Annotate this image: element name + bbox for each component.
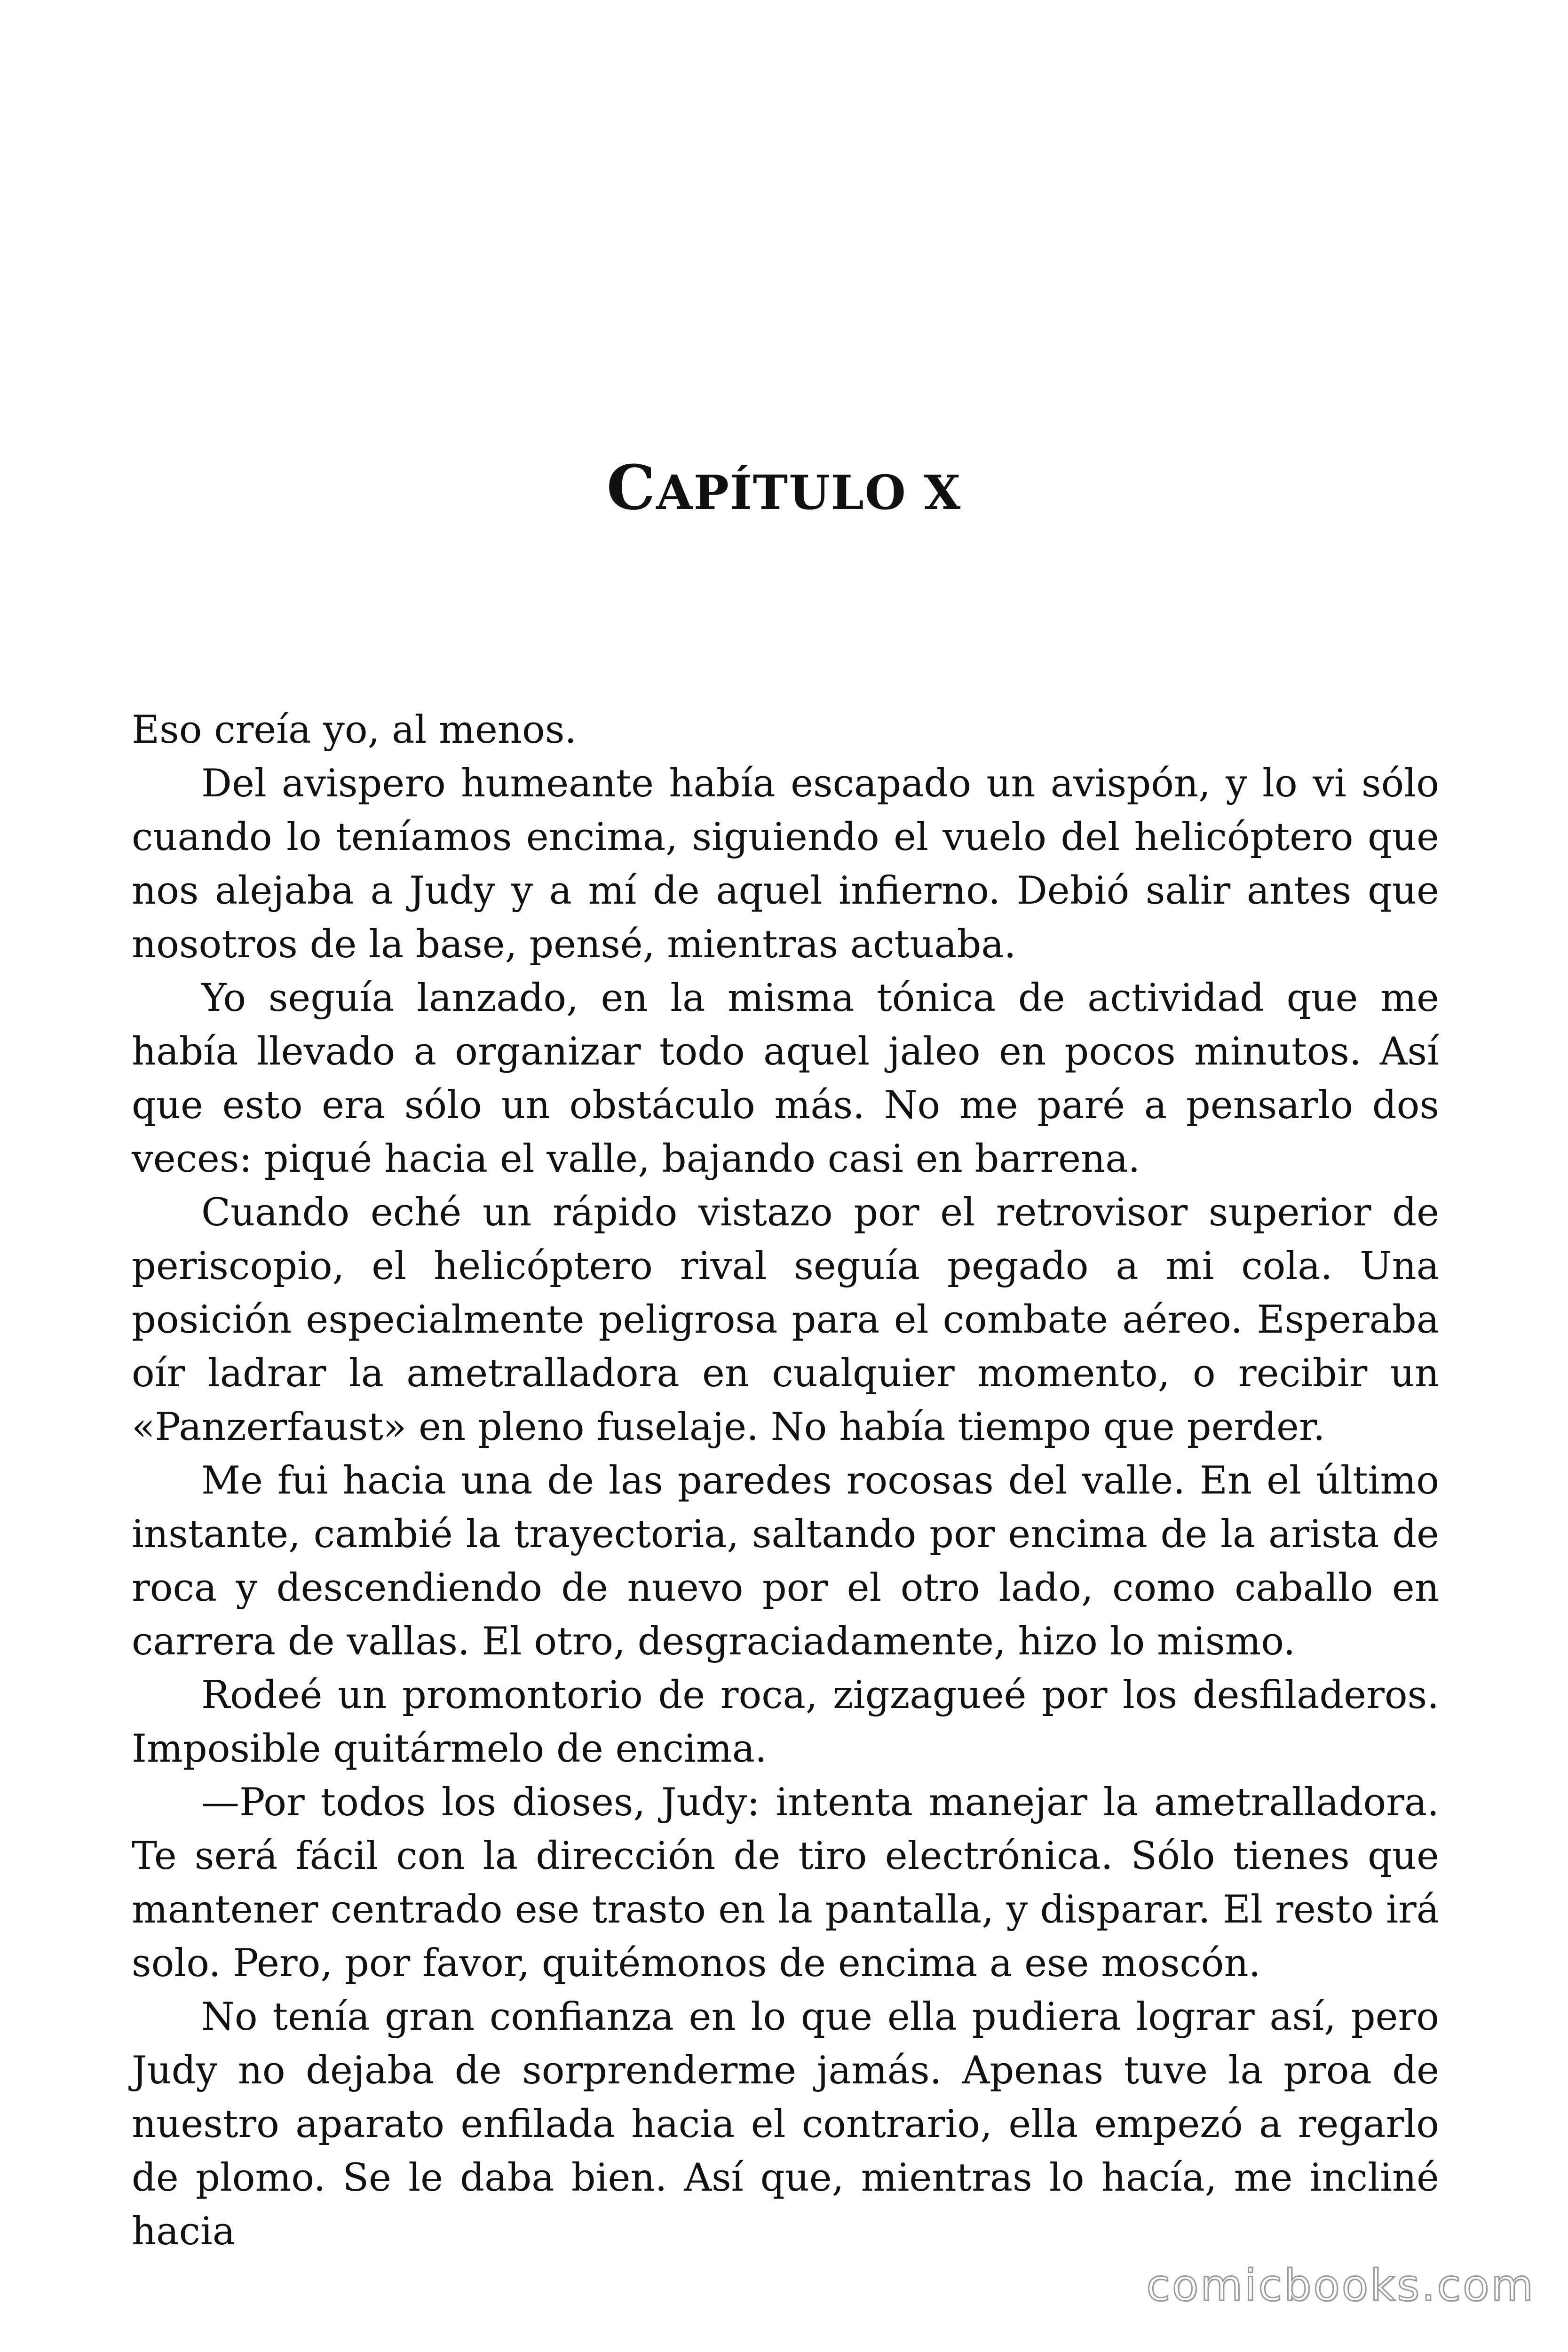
body-text — [132, 703, 1439, 2258]
chapter-title-initial: C — [606, 452, 657, 524]
watermark: comicbooks.com — [1146, 2260, 1535, 2311]
paragraph: Rodeé un promontorio de roca, zigzagueé por los desfiladeros. Imposible quitármelo de encima. — [132, 1673, 1439, 1771]
paragraph: No tenía gran confianza en lo que ella pudiera lograr así, pero Judy no dejaba de sorprenderme jamás. Apenas tuve la proa de nuestro aparato enfilada hacia el contrario, ella empezó a regarlo de plomo. Se le daba bien. Así que, mientras lo hacía, me incliné hacia — [132, 1995, 1439, 2254]
chapter-title — [0, 452, 1568, 524]
paragraph: Cuando eché un rápido vistazo por el retrovisor superior de periscopio, el helicóptero rival seguía pegado a mi cola. Una posición especialmente peligrosa para el combate aéreo. Esperaba oír ladrar la ametralladora en cualquier momento, o recibir un «Panzerfaust» en pleno fuselaje. No había tiempo que perder. — [132, 1191, 1439, 1449]
paragraph: Del avispero humeante había escapado un avispón, y lo vi sólo cuando lo teníamos encima, siguiendo el vuelo del helicóptero que nos alejaba a Judy y a mí de aquel infierno. Debió salir antes que nosotros de la base, pensé, mientras actuaba. — [132, 762, 1439, 967]
paragraph: —Por todos los dioses, Judy: intenta manejar la ametralladora. Te será fácil con la dirección de tiro electrónica. Sólo tienes que mantener centrado ese trasto en la pantalla, y disparar. El resto irá solo. Pero, por favor, quitémonos de encima a ese moscón. — [132, 1780, 1439, 1986]
paragraph: Me fui hacia una de las paredes rocosas del valle. En el último instante, cambié la trayectoria, saltando por encima de la arista de roca y descendiendo de nuevo por el otro lado, como caballo en carrera de vallas. El otro, desgraciadamente, hizo lo mismo. — [132, 1459, 1439, 1664]
paragraph: Eso creía yo, al menos. — [132, 708, 577, 752]
chapter-title-rest: APÍTULO X — [656, 465, 962, 520]
paragraph: Yo seguía lanzado, en la misma tónica de actividad que me había llevado a organizar todo aquel jaleo en pocos minutos. Así que esto era sólo un obstáculo más. No me paré a pensarlo dos veces: piqué hacia el valle, bajando casi en barrena. — [132, 976, 1439, 1181]
